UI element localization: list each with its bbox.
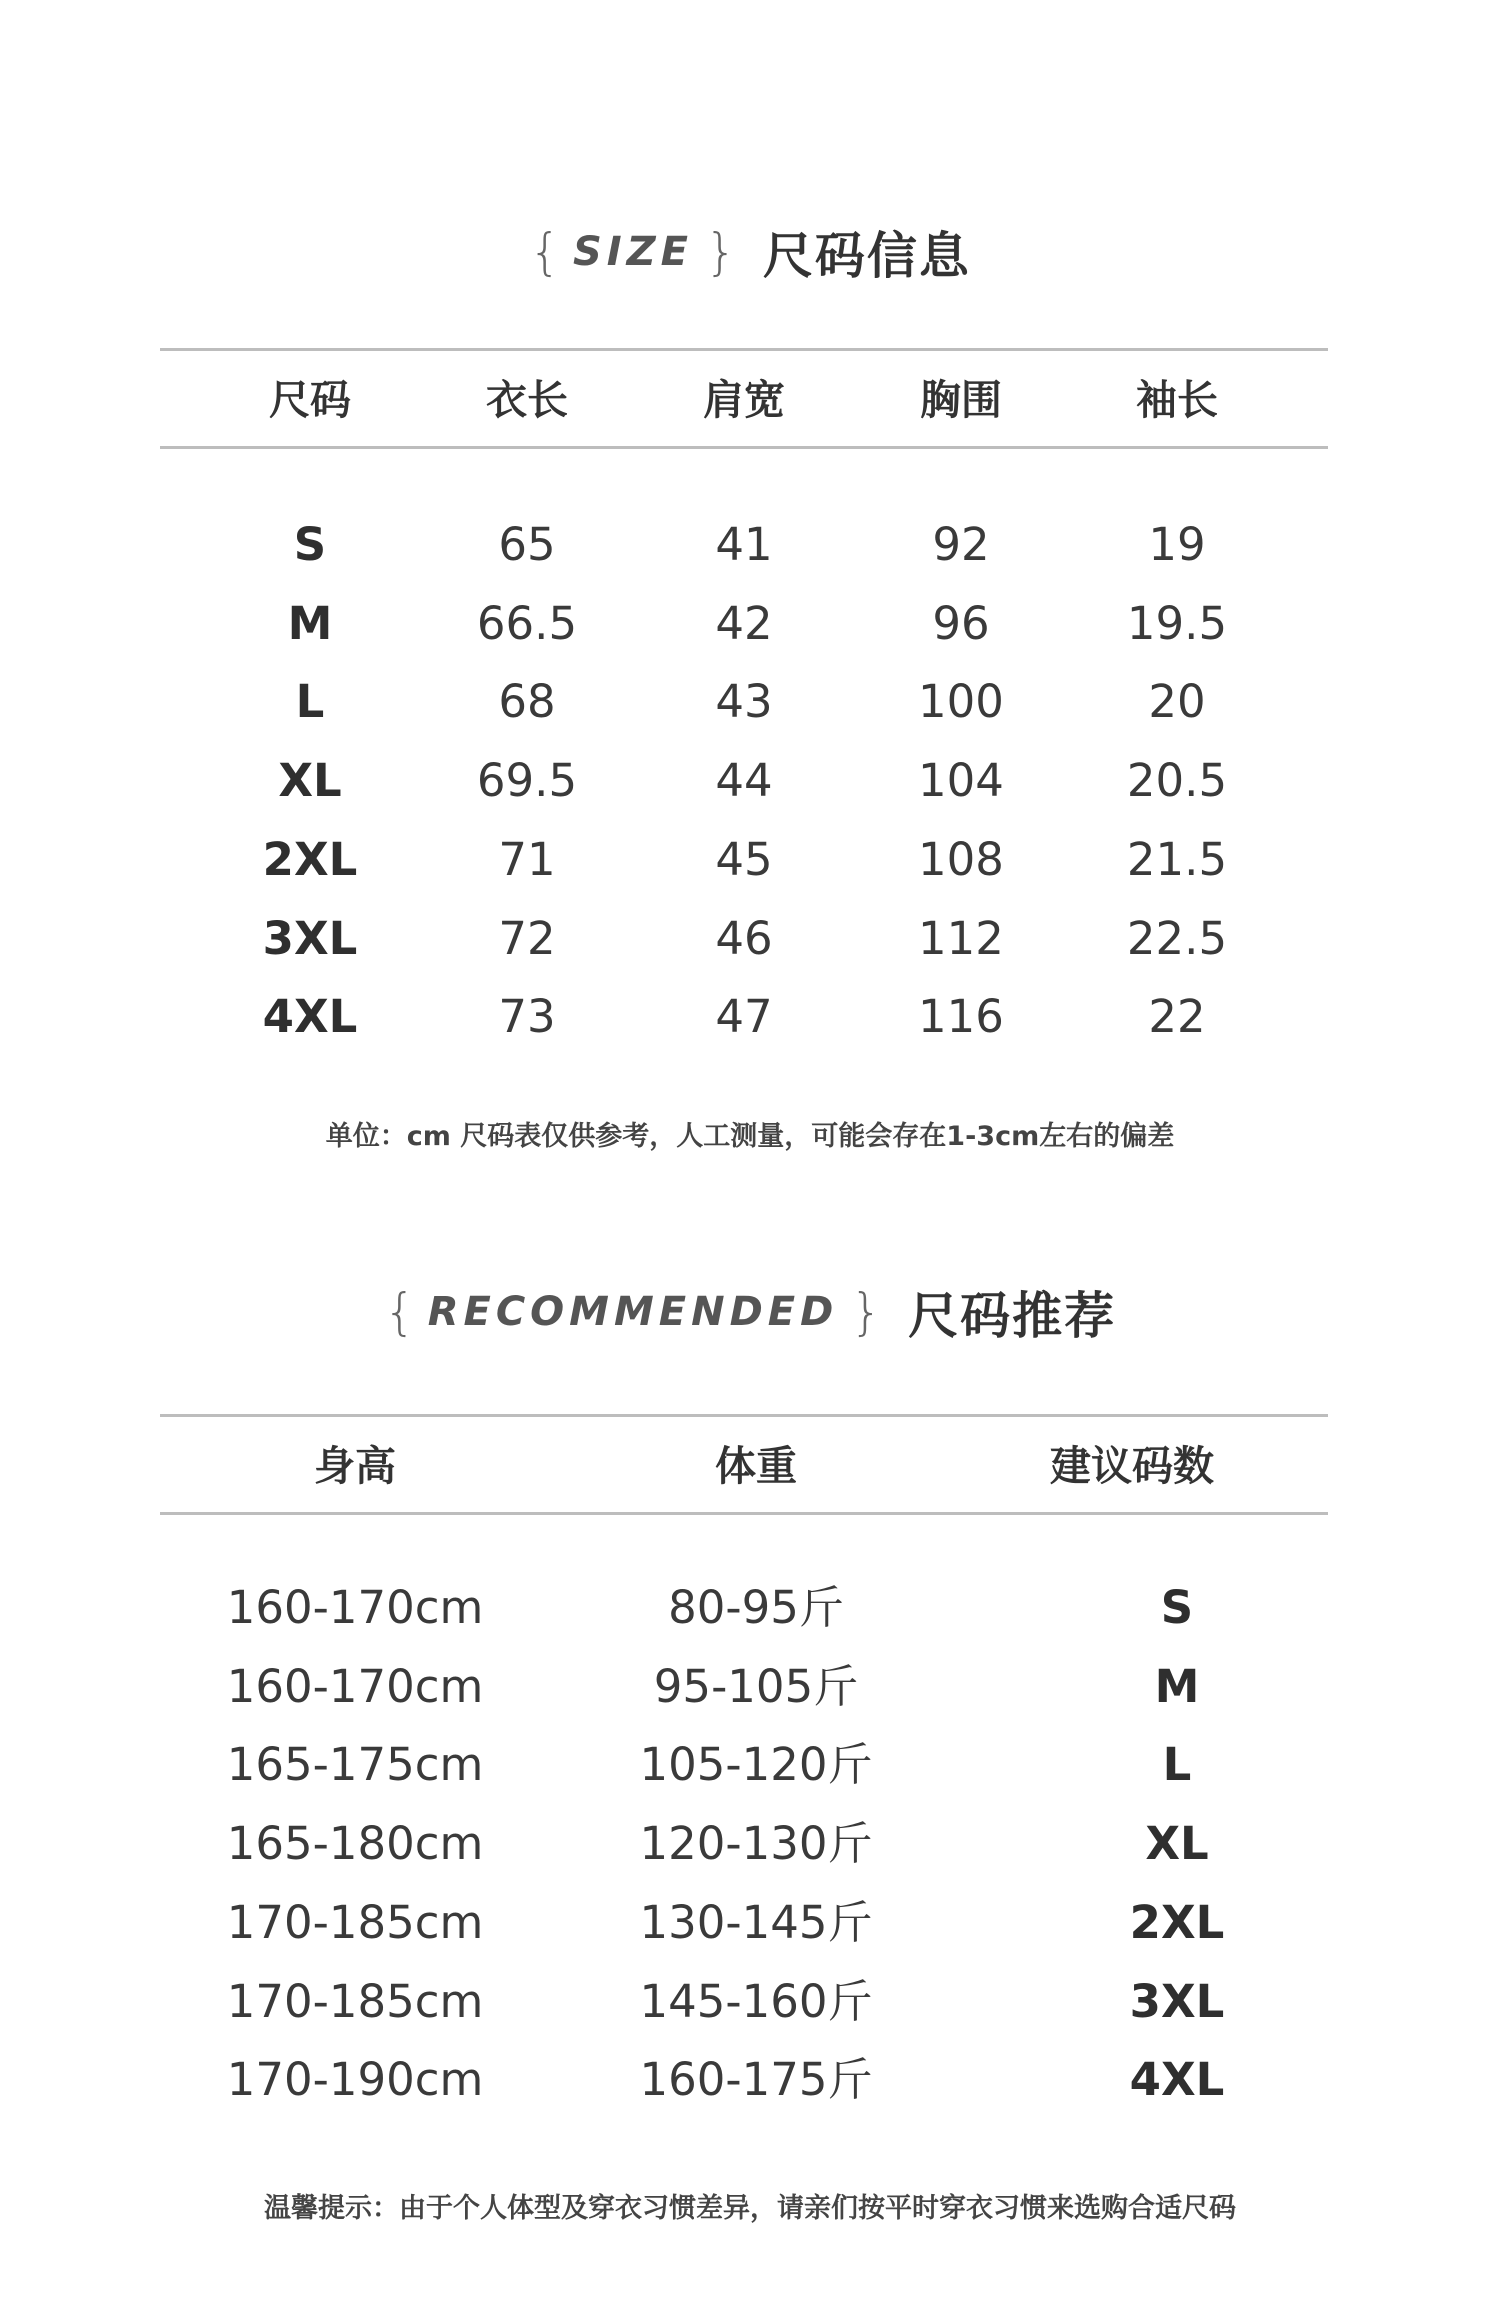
recommend-header-cell: 建议码数 [1050, 1442, 1214, 1490]
recommend-table-row [160, 1735, 1328, 1795]
recommend-header-cell: 体重 [715, 1442, 797, 1490]
recommend-table-row [160, 1657, 1328, 1717]
recommend-title-cn: 尺码推荐 [908, 1287, 1117, 1345]
size-table-row [160, 594, 1328, 654]
recommend-table-header [160, 1436, 1328, 1496]
recommend-table-row-cell: 160-175斤 [639, 2053, 873, 2107]
size-table-row-cell: 19 [1148, 518, 1206, 571]
recommend-table-row [160, 1972, 1328, 2032]
size-table-row [160, 672, 1328, 732]
recommend-note: 温馨提示：由于个人体型及穿衣习惯差异，请亲们按平时穿衣习惯来选购合适尺码 [264, 2193, 1236, 2224]
recommend-header-cell: 身高 [314, 1442, 396, 1490]
recommend-table-row-cell: 2XL [1129, 1895, 1225, 1949]
recommend-table-row-cell: L [1162, 1738, 1192, 1792]
recommend-table-row-cell: 105-120斤 [639, 1738, 873, 1792]
right-brace-glyph: } [705, 223, 737, 281]
size-title-en: SIZE [572, 229, 694, 275]
left-brace-glyph: { [383, 1283, 416, 1341]
size-title-cn: 尺码信息 [762, 227, 971, 285]
recommend-table-row-cell: 160-170cm [226, 1659, 484, 1713]
size-table-row [160, 830, 1328, 890]
size-table-row-cell: 20 [1148, 675, 1206, 729]
recommend-table-row-cell: 160-170cm [226, 1581, 484, 1634]
recommend-table-row-cell: XL [1145, 1817, 1209, 1871]
size-table-row-cell: 108 [918, 832, 1004, 886]
size-table-row [160, 751, 1328, 811]
right-brace-glyph: } [850, 1283, 883, 1341]
size-header-cell: 袖长 [1136, 376, 1218, 424]
size-table-row-cell: 71 [498, 832, 556, 886]
size-table-row-cell: 42 [715, 596, 773, 650]
size-table-row-cell: 68 [498, 675, 556, 729]
size-table-row-cell: 73 [498, 990, 556, 1044]
size-table-row-cell: 3XL [262, 911, 358, 965]
size-table-row-cell: 20.5 [1126, 754, 1228, 808]
size-header-top-rule [160, 348, 1328, 351]
recommend-table-row-cell: 165-175cm [226, 1738, 484, 1792]
size-header-cell: 衣长 [486, 376, 568, 424]
size-table-row-cell: XL [278, 754, 342, 808]
recommend-table-row-cell: S [1160, 1581, 1194, 1634]
size-table-row [160, 909, 1328, 969]
recommend-table-row [160, 1893, 1328, 1953]
recommend-table-row-cell: 4XL [1129, 2053, 1225, 2107]
size-table-row [160, 515, 1328, 575]
size-table-row-cell: 72 [498, 911, 556, 965]
size-table-row-cell: 22.5 [1126, 911, 1228, 965]
recommend-header-top-rule [160, 1414, 1328, 1417]
size-table-row-cell: M [287, 596, 333, 650]
size-table-row-cell: 46 [715, 911, 773, 965]
left-brace-glyph: { [529, 223, 561, 281]
recommend-table-row-cell: M [1154, 1659, 1200, 1713]
size-header-cell: 肩宽 [703, 376, 785, 424]
recommend-table-row-cell: 170-190cm [226, 2053, 484, 2107]
recommend-table-row-cell: 3XL [1129, 1974, 1225, 2028]
size-table-row-cell: 100 [918, 675, 1004, 729]
size-table-row-cell: 21.5 [1126, 832, 1228, 886]
recommend-table-row-cell: 120-130斤 [639, 1817, 873, 1871]
size-table-row-cell: 41 [715, 518, 773, 571]
size-header-bottom-rule [160, 446, 1328, 449]
size-table-row-cell: 112 [918, 911, 1004, 965]
size-table-row-cell: 44 [715, 754, 773, 808]
recommend-table-row-cell: 130-145斤 [639, 1895, 873, 1949]
recommend-section-title [0, 1272, 1500, 1352]
size-note: 单位：cm 尺码表仅供参考，人工测量，可能会存在1-3cm左右的偏差 [325, 1121, 1175, 1152]
recommend-table-row-cell: 80-95斤 [668, 1581, 844, 1634]
size-table-row-cell: 43 [715, 675, 773, 729]
size-table-row-cell: 96 [932, 596, 990, 650]
size-table-row-cell: 2XL [262, 832, 358, 886]
size-header-cell: 尺码 [269, 376, 351, 424]
size-table-row-cell: 45 [715, 832, 773, 886]
recommend-table-row [160, 2050, 1328, 2110]
size-table-row-cell: 65 [498, 518, 556, 571]
size-table-row-cell: 4XL [262, 990, 358, 1044]
recommend-table-row [160, 1814, 1328, 1874]
size-table-row-cell: 22 [1148, 990, 1206, 1044]
recommend-table-row-cell: 165-180cm [226, 1817, 484, 1871]
size-table-row-cell: 66.5 [476, 596, 578, 650]
recommend-header-bottom-rule [160, 1512, 1328, 1515]
recommend-table-row [160, 1578, 1328, 1638]
size-table-row-cell: L [295, 675, 325, 729]
size-table-row-cell: 104 [918, 754, 1004, 808]
size-table-row-cell: S [293, 518, 327, 571]
recommend-table-row-cell: 170-185cm [226, 1974, 484, 2028]
size-header-cell: 胸围 [920, 376, 1002, 424]
recommend-table-row-cell: 145-160斤 [639, 1974, 873, 2028]
recommend-table-row-cell: 170-185cm [226, 1895, 484, 1949]
size-table-row-cell: 19.5 [1126, 596, 1228, 650]
size-table-row [160, 987, 1328, 1047]
recommend-title-en: RECOMMENDED [427, 1289, 839, 1335]
size-table-row-cell: 92 [932, 518, 990, 571]
recommend-table-row-cell: 95-105斤 [653, 1659, 859, 1713]
size-table-row-cell: 116 [918, 990, 1004, 1044]
size-table-row-cell: 47 [715, 990, 773, 1044]
size-table-header [160, 370, 1328, 430]
size-section-title [0, 212, 1500, 292]
size-table-row-cell: 69.5 [476, 754, 578, 808]
